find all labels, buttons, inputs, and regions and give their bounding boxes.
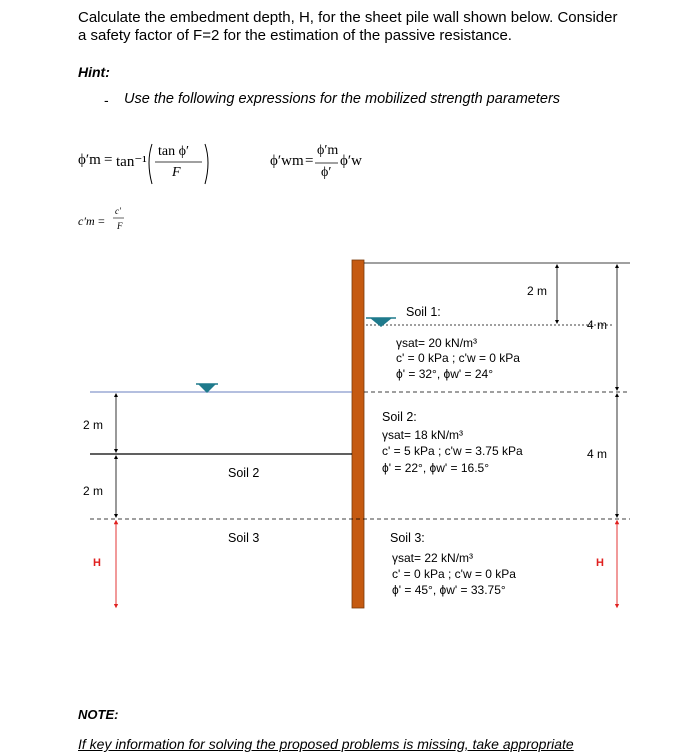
formula-eq-2: = bbox=[305, 153, 314, 169]
formula-c-m-lhs: c′m bbox=[78, 214, 95, 228]
soil1-gamma: γsat= 20 kN/m³ bbox=[396, 336, 478, 350]
formula-phi-denominator: ϕ′ bbox=[321, 165, 332, 180]
soil2-cohesion: c' = 5 kPa ; c'w = 3.75 kPa bbox=[382, 444, 523, 458]
note-text: If key information for solving the proposed problems is missing, take appropriate bbox=[78, 736, 574, 752]
soil3-cohesion: c' = 0 kPa ; c'w = 0 kPa bbox=[392, 567, 516, 581]
label-4m-right-top: 4 m bbox=[587, 318, 608, 332]
label-soil3-left: Soil 3 bbox=[228, 531, 260, 545]
soil3-title: Soil 3: bbox=[390, 531, 425, 545]
formula-eq-3: = bbox=[98, 214, 105, 228]
label-4m-right-mid: 4 m bbox=[587, 447, 608, 461]
problem-line-2: a safety factor of F=2 for the estimation of the passive resistance. bbox=[78, 27, 512, 44]
soil1-cohesion: c' = 0 kPa ; c'w = 0 kPa bbox=[396, 351, 520, 365]
formula-c-numerator: c′ bbox=[115, 206, 121, 216]
label-2m-left-a: 2 m bbox=[83, 418, 104, 432]
sheet-pile-wall bbox=[352, 260, 364, 608]
soil1-friction: ϕ' = 32°, ϕw' = 24° bbox=[396, 367, 494, 381]
formula-tan-inverse: tan⁻¹ bbox=[116, 154, 147, 170]
label-2m-top: 2 m bbox=[527, 284, 548, 298]
formula-F-denominator: F bbox=[172, 165, 181, 180]
soil2-title: Soil 2: bbox=[382, 410, 417, 424]
formula-phi-w: ϕ′w bbox=[340, 153, 363, 169]
formula-tan-phi-numerator: tan ϕ′ bbox=[158, 144, 190, 159]
bullet-dash: - bbox=[104, 92, 109, 108]
formula-phi-m-lhs: ϕ′m bbox=[78, 152, 101, 168]
formula-1-right-paren bbox=[205, 144, 208, 184]
formula-1-left-paren bbox=[149, 144, 152, 184]
formula-phi-wm-lhs: ϕ′wm bbox=[270, 153, 304, 169]
water-symbol-right bbox=[370, 318, 392, 327]
note-label: NOTE: bbox=[78, 707, 119, 722]
soil2-gamma: γsat= 18 kN/m³ bbox=[382, 428, 464, 442]
problem-line-1: Calculate the embedment depth, H, for the sheet pile wall shown below. Consider bbox=[78, 9, 618, 26]
formula-eq-1: = bbox=[104, 152, 113, 168]
formula-phi-m-numerator: ϕ′m bbox=[317, 143, 339, 158]
label-soil2-left: Soil 2 bbox=[228, 466, 260, 480]
soil3-gamma: γsat= 22 kN/m³ bbox=[392, 551, 474, 565]
soil1-title: Soil 1: bbox=[406, 305, 441, 319]
label-2m-left-b: 2 m bbox=[83, 484, 104, 498]
label-H-left: H bbox=[93, 557, 101, 569]
hint-label: Hint: bbox=[78, 64, 110, 80]
label-H-right: H bbox=[596, 557, 604, 569]
soil2-friction: ϕ' = 22°, ϕw' = 16.5° bbox=[382, 461, 490, 475]
hint-instruction: Use the following expressions for the mobilized strength parameters bbox=[124, 91, 561, 107]
soil3-friction: ϕ' = 45°, ϕw' = 33.75° bbox=[392, 583, 506, 597]
formula-c-denominator: F bbox=[117, 221, 123, 231]
